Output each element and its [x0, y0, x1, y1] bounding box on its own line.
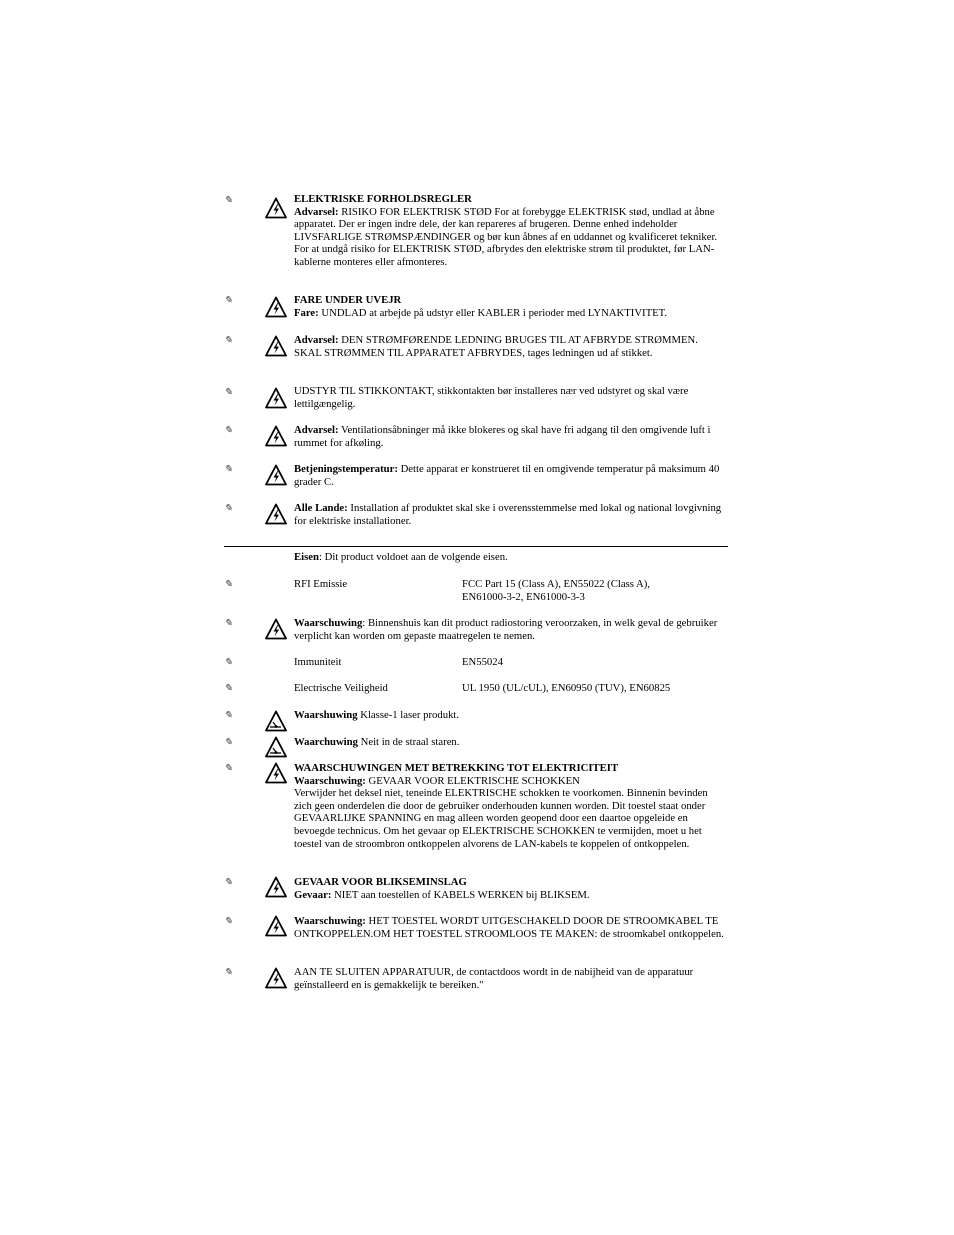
- danish-notice-6: [294, 463, 728, 488]
- notice-title: WAARSCHUWINGEN MET BETREKKING TOT ELEKTRICITEIT: [294, 762, 619, 774]
- notice-lead: Betjeningstemperatur:: [294, 463, 398, 475]
- notice-text: GEVAAR VOOR ELEKTRISCHE SCHOKKEN: [365, 774, 580, 787]
- electric-shock-warning-icon: [265, 618, 287, 640]
- notice-lead: Gevaar:: [294, 888, 332, 901]
- notice-lead: Waarshuwing: [294, 709, 358, 721]
- danish-notice-2: [294, 294, 728, 319]
- notice-text: Klasse-1 laser produkt.: [357, 709, 460, 721]
- pencil-icon: ✎: [224, 195, 232, 206]
- electric-shock-warning-icon: [265, 915, 287, 937]
- pencil-icon: ✎: [224, 877, 232, 888]
- danish-notice-5: [294, 424, 728, 449]
- notice-text: NIET aan toestellen of KABELS WERKEN bij BLIKSEM.: [331, 888, 590, 901]
- danish-notice-3: [294, 334, 728, 359]
- pencil-icon: ✎: [224, 295, 232, 306]
- laser-warning-icon: [265, 710, 287, 732]
- pencil-icon: ✎: [224, 618, 232, 629]
- notice-title: FARE UNDER UVEJR: [294, 294, 402, 306]
- notice-lead: Advarsel:: [294, 334, 339, 346]
- table-row-value: EN55024: [462, 656, 503, 668]
- danish-notice-1: [294, 193, 728, 269]
- laser-warning-icon: [265, 736, 287, 758]
- notice-text: Neit in de straal staren.: [357, 736, 460, 748]
- electric-shock-warning-icon: [265, 967, 287, 989]
- pencil-icon: ✎: [224, 737, 232, 748]
- laser-notice-2: [294, 736, 728, 749]
- electric-shock-warning-icon: [265, 464, 287, 486]
- pencil-icon: ✎: [224, 335, 232, 346]
- pencil-icon: ✎: [224, 710, 232, 721]
- electric-shock-warning-icon: [265, 425, 287, 447]
- notice-title: ELEKTRISKE FORHOLDSREGLER: [294, 193, 472, 205]
- dutch-notice-4: [294, 966, 728, 991]
- pencil-icon: ✎: [224, 387, 232, 398]
- rfi-warning: [294, 617, 728, 642]
- dutch-notice-3: [294, 915, 728, 940]
- laser-notice-1: [294, 709, 728, 722]
- dutch-notice-1: [294, 762, 728, 850]
- electric-shock-warning-icon: [265, 296, 287, 318]
- electric-shock-warning-icon: [265, 876, 287, 898]
- notice-lead: Waarschuwing:: [294, 774, 366, 787]
- notice-text: DEN STRØMFØRENDE LEDNING BRUGES TIL AT AFBRYDE STRØMMEN. SKAL STRØMMEN TIL APPARATET AFBRYDES, tages ledningen ud af stikket.: [294, 334, 698, 359]
- requirements-heading: [294, 551, 728, 564]
- notice-text: AAN TE SLUITEN APPARATUUR, de contactdoos wordt in de nabijheid van de apparatuur geïnstalleerd en is gemakkelijk te bereiken.": [294, 966, 694, 991]
- notice-text: UNDLAD at arbejde på udstyr eller KABLER i perioder med LYNAKTIVITET.: [318, 306, 668, 319]
- notice-lead: Waarchuwing: [294, 736, 358, 748]
- section-divider: [224, 546, 728, 547]
- notice-lead: Fare:: [294, 306, 319, 319]
- notice-lead: Waarschuwing:: [294, 915, 366, 927]
- electric-shock-warning-icon: [265, 335, 287, 357]
- notice-lead: Eisen: [294, 551, 319, 563]
- table-row-label: RFI Emissie: [294, 578, 348, 590]
- pencil-icon: ✎: [224, 683, 232, 694]
- notice-text: Dette apparat er konstrueret til en omgivende temperatur på maksimum 40 grader C.: [294, 463, 720, 488]
- notice-text: RISIKO FOR ELEKTRISK STØD For at forebygge ELEKTRISK stød, undlad at åbne apparatet. Der er ingen indre dele, der kan repareres af brugeren. Denne enhed indeholder LIVSFARLIGE STRØMSPÆNDINGER og bør kun åbnes af en uddannet og kvalificeret tekniker. For at undgå risiko for ELEKTRISK STØD, afbrydes den elektriske strøm til produktet, før LAN-kablerne monteres eller afmonteres.: [294, 205, 718, 268]
- danish-notice-4: [294, 385, 728, 410]
- pencil-icon: ✎: [224, 916, 232, 927]
- pencil-icon: ✎: [224, 579, 232, 590]
- electric-shock-warning-icon: [265, 503, 287, 525]
- notice-text: : Binnenshuis kan dit product radiostoring veroorzaken, in welk geval de gebruiker verplicht kan worden om gepaste maatregelen te nemen.: [294, 617, 718, 642]
- notice-text: Ventilationsåbninger må ikke blokeres og skal have fri adgang til den omgivende luft i rummet for afkøling.: [294, 424, 711, 449]
- notice-lead: Advarsel:: [294, 424, 339, 436]
- notice-text: Installation af produktet skal ske i overensstemmelse med lokal og national lovgivning for elektriske installationer.: [294, 502, 722, 527]
- pencil-icon: ✎: [224, 967, 232, 978]
- electric-shock-warning-icon: [265, 197, 287, 219]
- notice-lead: Waarschuwing: [294, 617, 363, 629]
- table-row-label: Electrische Veiligheid: [294, 682, 388, 694]
- notice-body: Verwijder het deksel niet, teneinde ELEKTRISCHE schokken te voorkomen. Binnenin bevinden zich geen onderdelen die door de gebruiker onderhouden kunnen worden. Dit toestel staat onder GEVAARLIJKE SPANNING en mag alleen worden geopend door een daartoe opgeleide en bevoegde technicus. Om het gevaar op ELEKTRISCHE SCHOKKEN te vermijden, moet u het toestel van de stroombron ontkoppelen alvorens de LAN-kabels te koppelen of ontkoppelen.: [294, 787, 708, 850]
- table-row-label: Immuniteit: [294, 656, 342, 668]
- dutch-notice-2: [294, 876, 728, 901]
- pencil-icon: ✎: [224, 464, 232, 475]
- notice-lead: Advarsel:: [294, 205, 339, 218]
- notice-title: GEVAAR VOOR BLIKSEMINSLAG: [294, 876, 467, 888]
- pencil-icon: ✎: [224, 657, 232, 668]
- table-row-value: UL 1950 (UL/cUL), EN60950 (TUV), EN60825: [462, 682, 671, 694]
- pencil-icon: ✎: [224, 763, 232, 774]
- notice-text: UDSTYR TIL STIKKONTAKT, stikkontakten bør installeres nær ved udstyret og skal være lettilgængelig.: [294, 385, 689, 410]
- electric-shock-warning-icon: [265, 387, 287, 409]
- notice-lead: Alle Lande:: [294, 502, 348, 514]
- pencil-icon: ✎: [224, 425, 232, 436]
- danish-notice-7: [294, 502, 728, 527]
- table-row-value: FCC Part 15 (Class A), EN55022 (Class A), EN61000-3-2, EN61000-3-3: [462, 578, 650, 603]
- electric-shock-warning-icon: [265, 762, 287, 784]
- pencil-icon: ✎: [224, 503, 232, 514]
- notice-text: HET TOESTEL WORDT UITGESCHAKELD DOOR DE STROOMKABEL TE ONTKOPPELEN.OM HET TOESTEL STROOMLOOS TE MAKEN: de stroomkabel ontkoppelen.: [294, 915, 724, 940]
- notice-text: : Dit product voldoet aan de volgende eisen.: [318, 551, 508, 563]
